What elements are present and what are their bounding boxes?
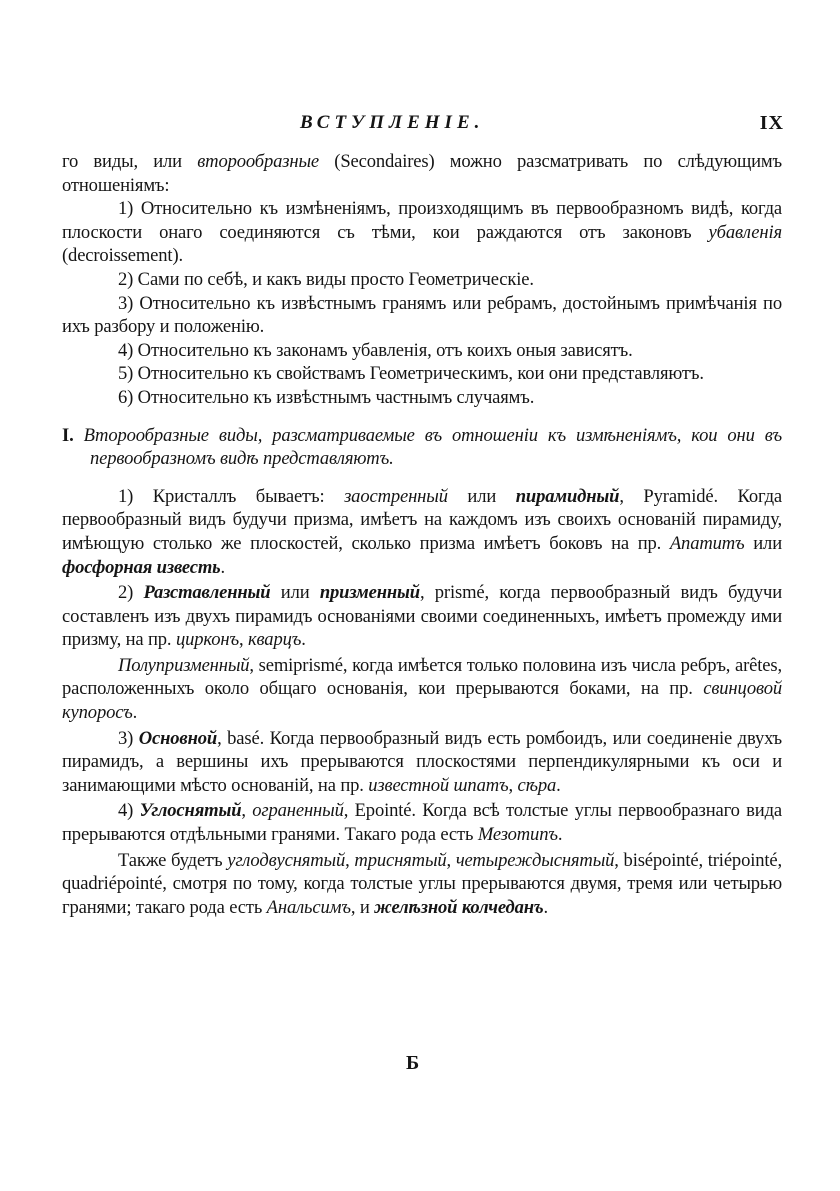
page-body xyxy=(62,150,782,919)
list-item-6: 6) Относительно къ извѣстнымъ частнымъ случаямъ. xyxy=(118,386,535,408)
paragraph-continuation: го виды, или второобразные (Secondaires) можно разсматривать по слѣдующимъ отношеніямъ: xyxy=(62,151,783,196)
signature-mark: Б xyxy=(406,1052,420,1074)
section-heading: I. Второобразные виды, разсматриваемые въ отношеніи къ измѣненіямъ, кои они въ первообразномъ видѣ представляютъ. xyxy=(62,424,782,470)
list-item-4: 4) Относительно къ законамъ убавленія, отъ коихъ оныя зависятъ. xyxy=(118,339,633,361)
list-item-2: 2) Сами по себѣ, и какъ виды просто Геометрическіе. xyxy=(118,268,534,290)
paragraph-basic: 3) Основной, basé. Когда первообразный видъ есть ромбоидъ, или соединеніе двухъ пирамидъ, а вершины ихъ прерываются плоскостями перпендикулярными къ оси и занимающими мѣсто основаній, на пр. известной шпатъ, сѣра. xyxy=(62,727,782,796)
paragraph-multi-truncated: Также будетъ углодвуснятый, триснятый, четыреждыснятый, bisépointé, triépointé, quadriépointé, смотря по тому, когда толстые углы прерываются двумя, тремя или четырью гранями; такаго рода есть Анальсимъ, и желѣзной колчеданъ. xyxy=(62,849,783,918)
paragraph-prismatic: 2) Разставленный или призменный, prismé, когда первообразный видъ будучи составленъ изъ двухъ пирамидъ основаніями своими соединенныхъ, имѣетъ промежду ими призму, на пр. цирконъ, кварцъ. xyxy=(62,582,782,651)
list-item-3: 3) Относительно къ извѣстнымъ гранямъ или ребрамъ, достойнымъ примѣчанія по ихъ разбору и положенію. xyxy=(62,292,782,338)
list-item-1: 1) Относительно къ измѣненіямъ, произходящимъ въ первообразномъ видѣ, когда плоскости онаго соединяются съ тѣми, кои раждаются отъ законовъ убавленія (decroissement). xyxy=(62,198,782,267)
running-header-title: ВСТУПЛЕНІЕ. xyxy=(300,112,485,133)
list-item-5: 5) Относительно къ свойствамъ Геометрическимъ, кои они представляютъ. xyxy=(118,363,704,385)
paragraph-semiprismatic: Полупризменный, semiprismé, когда имѣется только половина изъ числа ребръ, arêtes, расположенныхъ около общаго основанія, кои прерываются боками, на пр. свинцовой купоросъ. xyxy=(62,654,782,724)
page-number: IX xyxy=(759,112,784,134)
paragraph-pyramidal: 1) Кристаллъ бываетъ: заостренный или пирамидный, Pyramidé. Когда первообразный видъ будучи призма, имѣетъ на каждомъ изъ своихъ основаній пирамиду, имѣющую столько же плоскостей, сколько призма имѣетъ боковъ на пр. Апатитъ или фосфорная известь. xyxy=(62,485,782,578)
paragraph-truncated: 4) Углоснятый, ограненный, Epointé. Когда всѣ толстые углы первообразнаго вида прерываются отдѣльными гранями. Такаго рода есть Мезотипъ. xyxy=(62,800,783,846)
